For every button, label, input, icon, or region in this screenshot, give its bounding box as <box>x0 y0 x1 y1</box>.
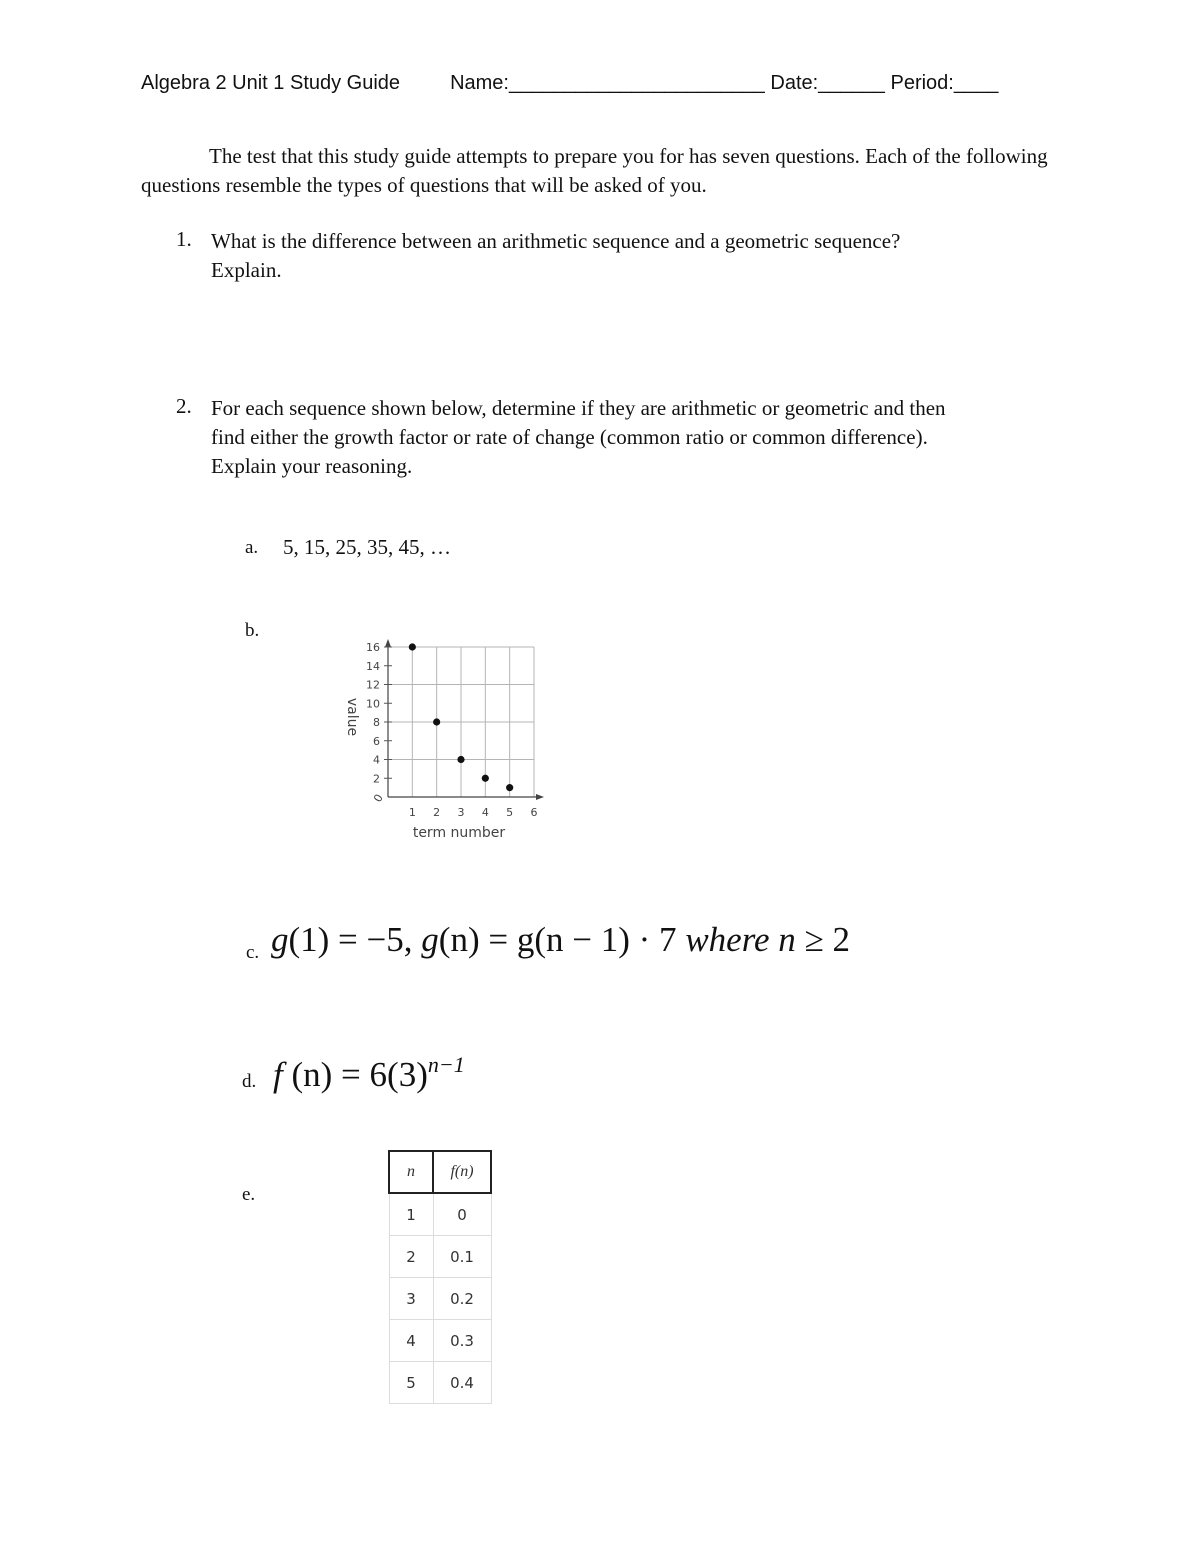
y-tick-label: 12 <box>366 678 380 692</box>
part-e-table <box>388 1150 492 1404</box>
x-axis-label: term number <box>412 825 506 840</box>
intro-paragraph: The test that this study guide attempts to prepare you for has seven questions. Each of the following questions resemble the types of questions that will be asked of you. <box>141 144 1048 197</box>
table-cell-n: 4 <box>389 1320 433 1362</box>
table-header-row <box>389 1151 491 1193</box>
data-point <box>482 775 489 782</box>
y-tick-label: 10 <box>366 697 380 711</box>
data-point <box>506 784 513 791</box>
data-point <box>433 718 440 725</box>
part-d-label: d. <box>242 1071 257 1092</box>
table-cell-fn: 0.4 <box>433 1362 491 1404</box>
origin-label: 0 <box>371 791 386 805</box>
question-1-text <box>211 227 1111 285</box>
table-cell-fn: 0.3 <box>433 1320 491 1362</box>
question-2-number: 2. <box>176 394 192 418</box>
table-cell-fn: 0 <box>433 1193 491 1236</box>
table-row <box>389 1278 491 1320</box>
x-tick-label: 1 <box>408 806 416 819</box>
table-row <box>389 1236 491 1278</box>
y-axis-arrow <box>385 639 391 647</box>
x-tick-label: 5 <box>506 806 514 819</box>
part-d-fn: f <box>273 1055 283 1094</box>
data-point <box>409 643 416 650</box>
part-c-relation: ≥ 2 <box>804 920 851 959</box>
y-tick-label: 16 <box>366 641 380 654</box>
table-cell-fn: 0.2 <box>433 1278 491 1320</box>
table-row <box>389 1362 491 1404</box>
part-c-condition: where n <box>685 920 796 959</box>
date-field: Date:______ <box>770 72 885 94</box>
table-cell-fn: 0.1 <box>433 1236 491 1278</box>
part-c-arg-2: (n) = g(n − 1) · 7 <box>438 920 677 959</box>
name-field: Name:_______________________ <box>450 72 765 94</box>
question-2-line-2: find either the growth factor or rate of change (common ratio or common difference). <box>211 425 928 449</box>
y-axis-label: value <box>344 697 360 737</box>
part-b-label: b. <box>245 620 260 641</box>
part-c-fn-2: g <box>421 920 439 959</box>
part-c-fn-1: g <box>271 920 289 959</box>
x-tick-label: 4 <box>481 806 489 819</box>
table-row <box>389 1320 491 1362</box>
y-tick-label: 14 <box>366 659 380 673</box>
part-c-formula <box>271 920 850 960</box>
x-tick-label: 3 <box>457 806 465 819</box>
table-cell-n: 5 <box>389 1362 433 1404</box>
table-cell-n: 1 <box>389 1193 433 1236</box>
question-2-text <box>211 394 1111 481</box>
question-1-line-1: What is the difference between an arithmetic sequence and a geometric sequence? <box>211 229 901 253</box>
table-cell-n: 3 <box>389 1278 433 1320</box>
part-b-chart <box>330 630 560 840</box>
table-cell-n: 2 <box>389 1236 433 1278</box>
table-header-n: n <box>389 1151 433 1193</box>
y-tick-label: 6 <box>373 734 380 748</box>
part-d-body: (n) = 6(3) <box>291 1055 428 1094</box>
x-axis-arrow <box>536 794 544 800</box>
y-tick-label: 8 <box>373 716 380 729</box>
table-row <box>389 1193 491 1236</box>
question-1-line-2: Explain. <box>211 258 282 282</box>
part-c-label: c. <box>246 942 260 963</box>
part-d-exponent: n−1 <box>427 1052 465 1077</box>
period-field: Period:____ <box>890 72 999 94</box>
y-tick-label: 4 <box>373 753 380 767</box>
part-a-sequence: 5, 15, 25, 35, 45, … <box>283 535 451 559</box>
question-2-line-1: For each sequence shown below, determine if they are arithmetic or geometric and then <box>211 396 946 420</box>
guide-title: Algebra 2 Unit 1 Study Guide <box>141 72 401 94</box>
table-header-fn: f(n) <box>433 1151 491 1193</box>
part-c-arg-1: (1) = −5, <box>288 920 413 959</box>
part-a-label: a. <box>245 537 259 558</box>
part-e-label: e. <box>242 1184 256 1205</box>
x-tick-label: 2 <box>433 806 441 819</box>
x-tick-label: 6 <box>530 806 538 819</box>
question-2-line-3: Explain your reasoning. <box>211 454 413 478</box>
data-point <box>457 756 464 763</box>
question-1-number: 1. <box>176 227 192 251</box>
part-d-formula <box>273 1052 465 1095</box>
page-header <box>141 72 998 95</box>
y-tick-label: 2 <box>373 772 380 786</box>
